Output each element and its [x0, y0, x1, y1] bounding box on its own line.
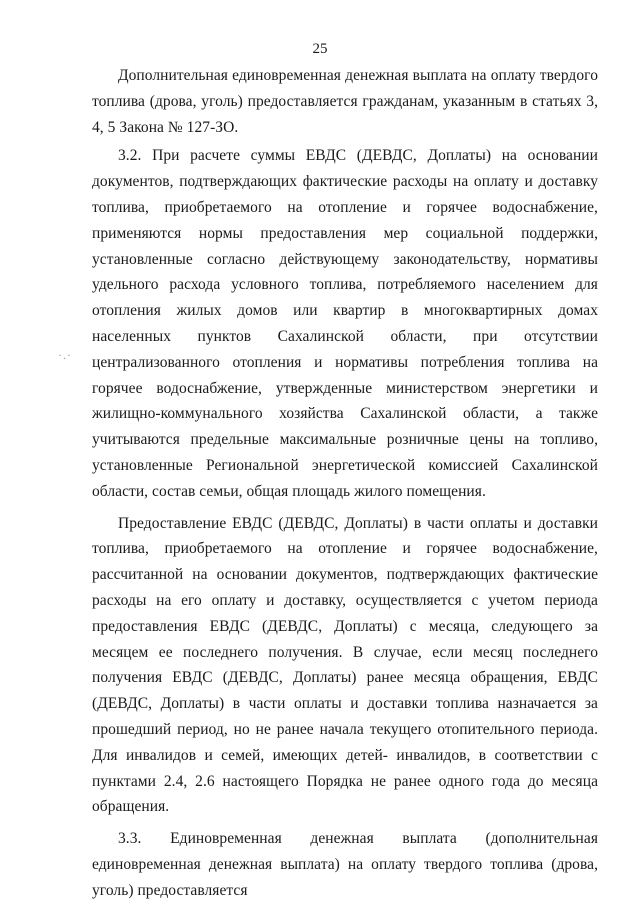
paragraph-3-2: 3.2. При расчете суммы ЕВДС (ДЕВДС, Доплаты) на основании документов, подтверждающих фактические расходы на оплату и доставку топлива, приобретаемого на отопление и горячее водоснабжение, применяются нормы предоставления мер социальной поддержки, установленные согласно действующему законодательству, нормативы удельного расхода условного топлива, потребляемого населением для отопления жилых домов или квартир в многоквартирных домах населенных пунктов Сахалинской области, при отсутствии централизованного отопления и нормативы потребления топлива на горячее водоснабжение, утвержденные министерством энергетики и жилищно-коммунального хозяйства Сахалинской области, а также учитываются предельные максимальные розничные цены на топливо, установленные Региональной энергетической комиссией Сахалинской области, состав семьи, общая площадь жилого помещения. — [92, 147, 598, 500]
paragraph-provision: Предоставление ЕВДС (ДЕВДС, Доплаты) в части оплаты и доставки топлива, приобретаемого на отопление и горячее водоснабжение, рассчитанной на основании документов, подтверждающих фактические расходы на его оплату и доставку, осуществляется с учетом периода предоставления ЕВДС (ДЕВДС, Доплаты) с месяца, следующего за месяцем ее последнего получения. В случае, если месяц последнего получения ЕВДС (ДЕВДС, Доплаты) ранее месяца обращения, ЕВДС (ДЕВДС, Доплаты) в части оплаты и доставки топлива назначается за прошедший период, но не ранее начала текущего отопительного периода. Для инвалидов и семей, имеющих детей- инвалидов, в соответствии с пунктами 2.4, 2.6 настоящего Порядка не ранее одного года до месяца обращения. — [92, 514, 598, 816]
document-body — [92, 63, 598, 904]
paragraph-3-3: 3.3. Единовременная денежная выплата (дополнительная единовременная денежная выплата) на оплату твердого топлива (дрова, уголь) предоставляется — [92, 830, 598, 899]
scan-margin-mark: ·.· — [58, 348, 72, 362]
paragraph-additional-payment: Дополнительная единовременная денежная выплата на оплату твердого топлива (дрова, уголь) предоставляется гражданам, указанным в статьях 3, 4, 5 Закона № 127-ЗО. — [92, 67, 598, 136]
page-number: 25 — [312, 41, 328, 57]
